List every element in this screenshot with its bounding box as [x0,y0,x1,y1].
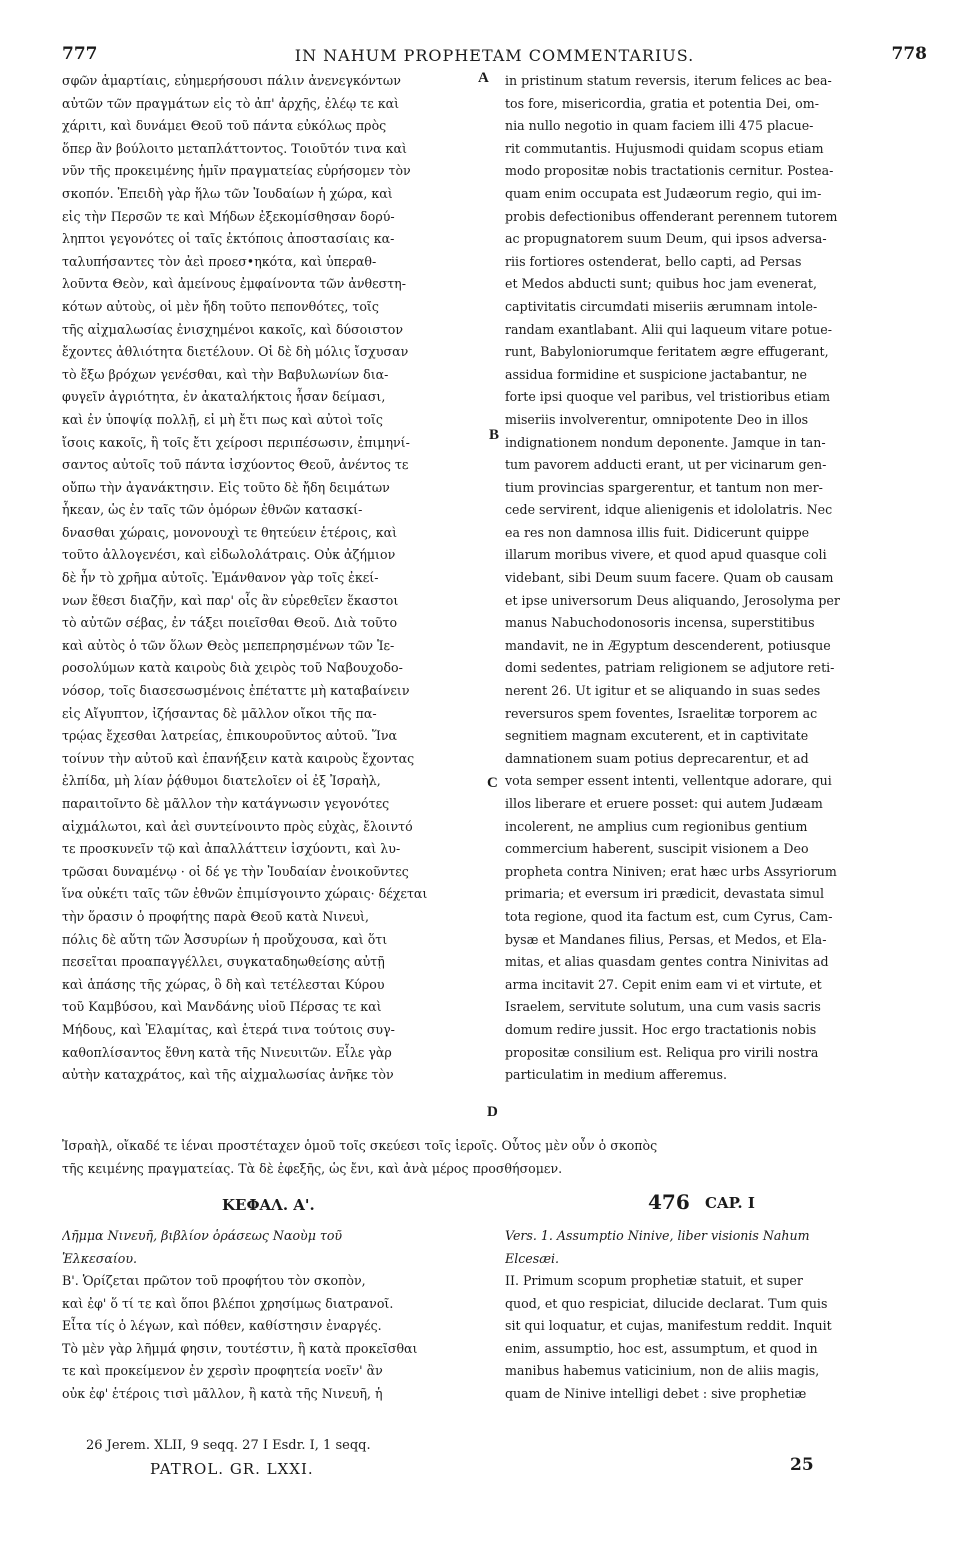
text-line: rit commutantis. Hujusmodi quidam scopus etiam [505,140,824,156]
text-line: ἔχοντες ἀθλιότητα διετέλουν. Οἱ δὲ δὴ μόλις ἴσχυσαν [62,344,409,360]
text-line: ροσολύμων κατὰ καιροὺς διὰ χειρὸς τοῦ Ναβουχοδο- [62,660,403,676]
text-line: Τὸ μὲν γὰρ λῆμμά φησιν, τουτέστιν, ἢ κατὰ προκεῖσθαι [62,1340,418,1356]
text-line: et ipse universorum Deus aliquando, Jerosolyma per [505,592,840,608]
footer-page-number: 25 [790,1455,814,1475]
text-line: ac propugnatorem suum Deum, qui ipsos adversa- [505,231,827,247]
text-line: αὐτῶν τῶν πραγμάτων εἰς τὸ ἀπ' ἀρχῆς, ἐλέῳ τε καὶ [62,95,400,111]
text-line: nia nullo negotio in quam faciem illi 475 placue- [505,118,814,134]
text-line: νόσορ, τοῖς διασεσωσμένοις ἐπέταττε μὴ καταβαίνειν [62,683,410,699]
text-line: assidua formidine et suspicione jactabantur, ne [505,366,808,382]
text-line: τοῦτο ἀλλογενέσι, καὶ εἰδωλολάτραις. Οὐκ ἀζήμιον [62,547,396,563]
text-line: καὶ ἐφ' ὅ τί τε καὶ ὅποι βλέποι χρησίμως διατρανοῖ. [62,1295,394,1311]
text-line: τὸ ἔξω βρόχων γενέσθαι, καὶ τὴν Βαβυλωνίων δια- [62,366,389,382]
text-line: nerent 26. Ut igitur et se aliquando in suas sedes [505,683,821,699]
text-line: captivitatis circumdati miseriis ærumnam intole- [505,298,818,314]
text-line: δὲ ἦν τὸ χρῆμα αὐτοῖς. Ἐμάνθανον γὰρ τοῖς ἐκεί- [62,570,379,586]
text-line: mitas, et alias quasdam gentes contra Ninivitas ad [505,954,829,970]
greek-continuation [62,1135,912,1180]
margin-marker-a: A [478,70,489,86]
text-line: τε προσκυνεῖν τῷ καὶ ἀπαλλάττειν ἰσχύοντι, καὶ λυ- [62,841,401,857]
text-line: τε καὶ προκείμενον ἐν χερσὶν προφητεία νοεῖν' ἂν [62,1363,383,1379]
text-line: εἰς Αἴγυπτον, ἰζήσαντας δὲ μᾶλλον οἴκοι τῆς πα- [62,705,377,721]
text-line: et Medos abducti sunt; quibus hoc jam evenerat, [505,276,817,292]
text-line: τὴν ὅρασιν ὁ προφήτης παρὰ Θεοῦ κατὰ Νινευὶ, [62,908,370,924]
source-footer: PATROL. GR. LXXI. [150,1460,314,1478]
text-line: σκοπόν. Ἐπειδὴ γὰρ ἥλω τῶν Ἰουδαίων ἡ χώρα, καὶ [62,185,393,201]
text-line: domum redire jussit. Hoc ergo tractationis nobis [505,1021,817,1037]
text-line: II. Primum scopum prophetiæ statuit, et super [505,1273,803,1288]
text-line: ἧκεαν, ὡς ἐν ταῖς τῶν ὁμόρων ἐθνῶν κατασκί- [62,502,363,518]
text-line: τὸ αὐτῶν σέβας, ἐν τάξει ποιεῖσθαι Θεοῦ. Διὰ τοῦτο [62,615,398,631]
margin-marker-c: C [487,775,498,791]
text-line: randam exantlabant. Alii qui laqueum vitare potue- [505,321,832,337]
margin-marker-b: B [489,427,500,443]
text-line: τρῶσαι δυναμένῳ · οἱ δέ γε τὴν Ἰουδαίαν ἐνοικοῦντες [62,863,409,879]
text-line: καὶ αὐτὸς ὁ τῶν ὅλων Θεὸς μεπεπρησμένων τῶν Ἱε- [62,637,395,653]
text-line: Β'. Ὁρίζεται πρῶτον τοῦ προφήτου τὸν σκοπὸν, [62,1273,366,1288]
text-line: in pristinum statum reversis, iterum felices ac bea- [505,73,832,88]
text-line: tum pavorem adducti erant, ut per vicinarum gen- [505,457,827,473]
text-line: οὐκ ἐφ' ἑτέροις τισὶ μᾶλλον, ἢ κατὰ τῆς Νινευῆ, ἡ [62,1385,383,1401]
text-line: σφῶν ἁμαρτίαις, εὐημερήσουσι πάλιν ἀνενεγκόντων [62,73,401,88]
text-line: riis fortiores ostenderat, bello capti, ad Persas [505,253,802,269]
text-line: segnitiem magnam excuterent, et in captivitate [505,728,809,744]
text-line: ea res non damnosa illis fuit. Didicerunt quippe [505,524,810,540]
text-line: φυγεῖν ἀγριότητα, ἐν ἀκαταλήκτοις ἦσαν δείμασι, [62,389,386,405]
page-header [62,44,927,72]
text-line: forte ipsi quoque vel paribus, vel tristioribus etiam [505,389,831,405]
text-line: runt, Babyloniorumque feritatem ægre effugerant, [505,344,829,360]
text-line: commercium haberent, suscipit visionem a Deo [505,841,809,857]
left-page-number: 777 [62,44,98,64]
text-line: τοῦ Καμβύσου, καὶ Μανδάνης υἱοῦ Πέρσας τε καὶ [62,999,382,1015]
text-line: Μήδους, καὶ Ἐλαμίτας, καὶ ἑτερά τινα τούτοις συγ- [62,1021,395,1037]
text-line: ταλυπήσαντες τὸν ἀεὶ προεσ•ηκότα, καὶ ὑπεραθ- [62,253,377,269]
text-line: Ἰσραὴλ, οἴκαδέ τε ἰέναι προστέταχεν ὁμοῦ τοῖς σκεύεσι τοῖς ἱεροῖς. Οὗτος μὲν οὖν ὁ σκοπὸς [62,1138,658,1153]
text-line: manus Nabuchodonosoris incensa, superstitibus [505,615,815,631]
greek-column [62,70,472,1087]
text-line: ληπτοι γεγονότες οἱ ταῖς ἐκτόποις ἀποστασίαις κα- [62,231,395,247]
text-line: ἵνα οὐκέτι ταῖς τῶν ἐθνῶν ἐπιμίσγοιντο χώραις· δέχεται [62,886,428,902]
text-line: quam de Ninive intelligi debet : sive prophetiæ [505,1385,807,1401]
text-line: vota semper essent intenti, vellentque adorare, qui [505,773,832,789]
text-line: κότων αὐτοὺς, οἱ μὲν ἤδη τοῦτο πεπονθότες, τοῖς [62,298,379,314]
text-line: παραιτοῖντο δὲ μᾶλλον τὴν κατάγνωσιν γεγονότες [62,796,390,811]
text-line: νων ἔθεσι διαζῆν, καὶ παρ' οἷς ἂν εὑρεθεῖεν ἕκαστοι [62,592,399,608]
text-line: εἰς τὴν Περσῶν τε καὶ Μήδων ἐξεκομίσθησαν δορύ- [62,208,395,224]
text-line: bysæ et Mandanes filius, Persas, et Medos, et Ela- [505,931,827,947]
text-line: καθοπλίσαντος ἔθνη κατὰ τῆς Νινευιτῶν. Εἷλε γὰρ [62,1044,392,1060]
text-line: arma incitavit 27. Cepit enim eam vi et virtute, et [505,976,822,992]
text-line: Israelem, servitute solutum, una cum vasis sacris [505,999,821,1015]
text-line: indignationem nondum deponente. Jamque in tan- [505,434,826,450]
margin-marker-d: D [487,1104,498,1120]
greek-lemma [62,1225,482,1270]
text-line: τῆς κειμένης πραγματείας. Τὰ δὲ ἐφεξῆς, ὡς ἔνι, καὶ ἀνὰ μέρος προσθήσομεν. [62,1160,563,1176]
text-line: illarum moribus vivere, et quod apud quasque coli [505,547,827,563]
text-line: domi sedentes, patriam religionem se adjutore reti- [505,660,835,676]
text-line: αἰχμάλωτοι, καὶ ἀεὶ συντείνοιντο πρὸς εὐχὰς, ἔλοιντό [62,818,413,834]
text-line: νῦν τῆς προκειμένης ἡμῖν πραγματείας εὑρήσομεν τὸν [62,163,411,179]
text-line: quod, et quo respiciat, dilucide declarat. Tum quis [505,1295,828,1311]
right-page-number: 778 [891,44,927,64]
text-line: Λῆμμα Νινευῆ, βιβλίον ὁράσεως Ναοὺμ τοῦ [62,1228,343,1243]
latin-column-number: 476 [648,1190,690,1214]
text-line: manibus habemus vaticinium, non de aliis magis, [505,1363,820,1379]
greek-chapter-heading: ΚΕΦΑΛ. Α'. [222,1196,315,1214]
text-line: enim, assumptio, hoc est, assumptum, et quod in [505,1340,818,1356]
latin-chapter-heading: CAP. I [705,1194,755,1212]
text-line: primaria; et eversum iri prædicit, devastata simul [505,886,824,902]
text-line: τῆς αἰχμαλωσίας ἐνισχημένοι κακοῖς, καὶ δύσοιστον [62,321,403,337]
text-line: Ἐλκεσαίου. [62,1250,138,1266]
latin-column [505,70,910,1087]
latin-verse [505,1225,910,1270]
text-line: σαντος αὐτοῖς τοῦ πάντα ἰσχύοντος Θεοῦ, ἀνέντος τε [62,457,409,473]
text-line: damnationem suam potius deprecarentur, et ad [505,750,809,766]
text-line: Vers. 1. Assumptio Ninive, liber visionis Nahum [505,1228,810,1243]
text-line: καὶ ἐν ὑποψίᾳ πολλῇ, εἰ μὴ ἔτι πως καὶ αὐτοὶ τοῖς [62,411,383,427]
text-line: οὔπω τὴν ἀγανάκτησιν. Εἰς τοῦτο δὲ ἤδη δειμάτων [62,479,390,495]
text-line: ἐλπίδα, μὴ λίαν ῥᾴθυμοι διατελοῖεν οἱ ἐξ Ἰσραὴλ, [62,773,381,789]
text-line: καὶ ἁπάσης τῆς χώρας, ὃ δὴ καὶ τετέλεσται Κύρου [62,976,385,992]
text-line: cede servirent, idque alienigenis et idololatris. Nec [505,502,833,518]
text-line: τρῴας ἔχεσθαι λατρείας, ἐπικουροῦντος αὐτοῦ. Ἵνα [62,728,398,744]
text-line: propheta contra Niniven; erat hæc urbs Assyriorum [505,863,837,879]
text-line: τοίνυν τὴν αὐτοῦ καὶ ἐπανήξειν κατὰ καιροὺς ἔχοντας [62,750,415,766]
text-line: πεσεῖται προαπαγγέλλει, συγκαταδηωθείσης αὐτῇ [62,954,385,970]
text-line: modo propositæ nobis tractationis cernitur. Postea- [505,163,834,179]
text-line: reversuros spem foventes, Israelitæ torporem ac [505,705,818,721]
text-line: mandavit, ne in Ægyptum descenderent, potiusque [505,637,831,653]
text-line: incolerent, ne amplius cum regionibus gentium [505,818,808,834]
text-line: ὅπερ ἂν βούλοιτο μεταπλάττοντος. Τοιοῦτόν τινα καὶ [62,140,407,156]
text-line: tium provincias spargerentur, et tantum non mer- [505,479,823,495]
text-line: Εἶτα τίς ὁ λέγων, καὶ πόθεν, καθίστησιν ἐναργές. [62,1318,382,1334]
text-line: particulatim in medium afferemus. [505,1067,727,1083]
running-title: IN NAHUM PROPHETAM COMMENTARIUS. [294,46,695,65]
text-line: αὐτὴν καταχράτος, καὶ τῆς αἰχμαλωσίας ἀνῆκε τὸν [62,1067,394,1083]
latin-commentary [505,1270,910,1406]
text-line: propositæ consilium est. Reliqua pro virili nostra [505,1044,819,1060]
text-line: λοῦντα Θεὸν, καὶ ἀμείνους ἐμφαίνοντα τῶν ἀνθεστη- [62,276,406,292]
text-line: tota regione, quod ita factum est, cum Cyrus, Cam- [505,908,833,924]
footnotes: 26 Jerem. XLII, 9 seqq. 27 I Esdr. I, 1 seqq. [86,1438,371,1453]
text-line: Elcesæi. [505,1250,560,1266]
greek-commentary [62,1270,482,1406]
text-line: probis defectionibus offenderant perennem tutorem [505,208,838,224]
text-line: quam enim occupata est Judæorum regio, qui im- [505,185,822,201]
text-line: πόλις δὲ αὕτη τῶν Ἀσσυρίων ἡ προὔχουσα, καὶ ὅτι [62,931,388,947]
text-line: tos fore, misericordia, gratia et potentia Dei, om- [505,95,819,111]
text-line: ἴσοις κακοῖς, ἢ τοῖς ἔτι χείροσι περιπέσωσιν, ἐπιμηνί- [62,434,410,450]
text-line: illos liberare et eruere posset: qui autem Judæam [505,796,823,811]
text-line: δνασθαι χώραις, μονονουχὶ τε θητεύειν ἑτέροις, καὶ [62,524,398,540]
text-line: χάριτι, καὶ δυνάμει Θεοῦ τοῦ πάντα εὐκόλως πρὸς [62,118,387,134]
text-line: miseriis involverentur, omnipotente Deo in illos [505,411,809,427]
text-line: videbant, sibi Deum suum facere. Quam ob causam [505,570,834,586]
text-line: sit qui loquatur, et cujas, manifestum reddit. Inquit [505,1318,832,1334]
